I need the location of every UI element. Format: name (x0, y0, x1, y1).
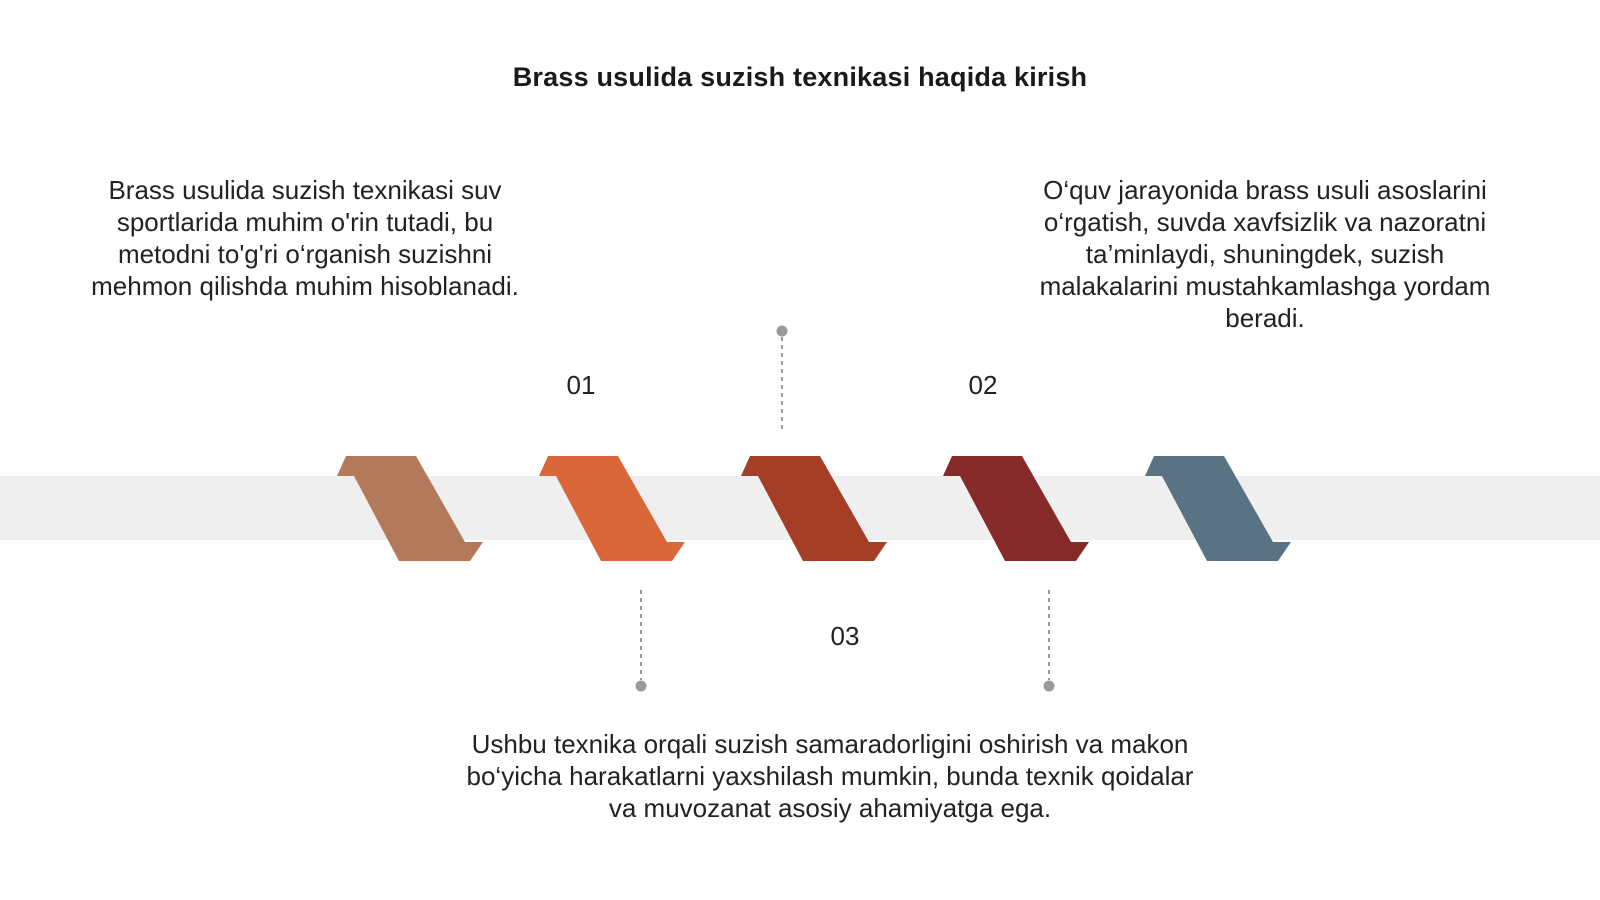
connector-top-dot (777, 326, 788, 337)
connector-bottom-left (636, 590, 647, 692)
step-01-number: 01 (566, 370, 596, 400)
connector-top (777, 326, 788, 431)
chevron-2 (539, 456, 685, 561)
chevron-5 (1145, 456, 1291, 561)
connector-bottom-right-dot (1044, 681, 1055, 692)
chevron-3 (741, 456, 887, 561)
connector-bottom-right (1044, 590, 1055, 692)
step-02-text: O‘quv jarayonida brass usuli asoslarini o‘rgatish, suvda xavfsizlik va nazoratni ta’minlaydi, shuningdek, suzish malakalarini mustahkamlashga yordam beradi. (1039, 175, 1491, 333)
step-03-text: Ushbu texnika orqali suzish samaradorligini oshirish va makon bo‘yicha harakatlarni yaxshilash mumkin, bunda texnik qoidalar va muvozanat asosiy ahamiyatga ega. (466, 729, 1194, 823)
step-03-number: 03 (830, 621, 860, 651)
chevron-4 (943, 456, 1089, 561)
slide-title: Brass usulida suzish texnikasi haqida kirish (512, 62, 1088, 92)
chevron-1 (337, 456, 483, 561)
connector-bottom-left-dot (636, 681, 647, 692)
step-02-number: 02 (968, 370, 998, 400)
step-01-text: Brass usulida suzish texnikasi suv sportlarida muhim o'rin tutadi, bu metodni to'g'ri o‘rganish suzishni mehmon qilishda muhim hisoblanadi. (91, 175, 519, 301)
